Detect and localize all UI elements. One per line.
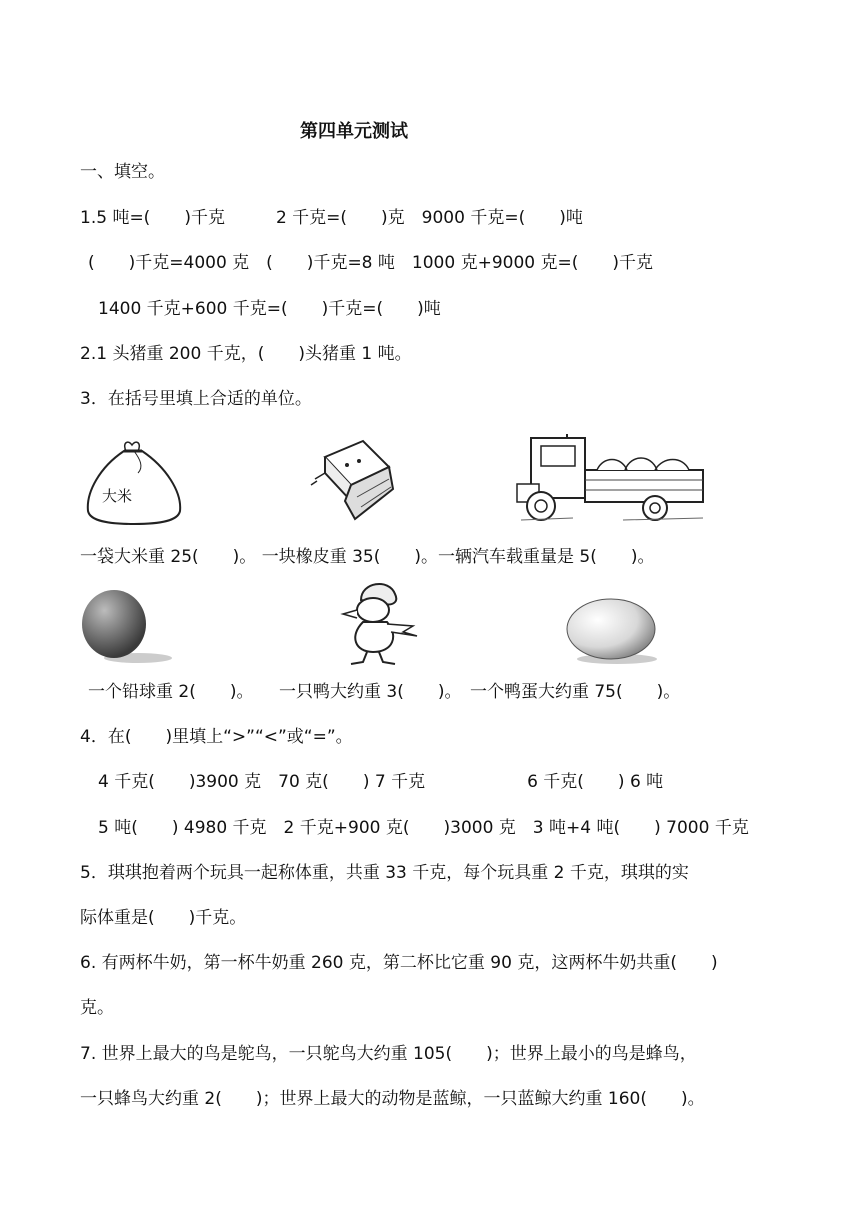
page-title: 第四单元测试 (300, 121, 408, 142)
question-3-prompt: 3．在括号里填上合适的单位。 (80, 389, 312, 409)
question-3-row-2: 一个铅球重 2( )。 一只鸭大约重 3( )。 一个鸭蛋大约重 75( )。 (88, 682, 681, 702)
question-4-line-1: 4 千克( )3900 克 70 克( ) 7 千克 6 千克( ) 6 吨 (98, 772, 664, 792)
duck-egg-illustration (565, 595, 660, 667)
rice-bag-illustration (80, 437, 188, 525)
question-1-line-2: ( )千克=4000 克 ( )千克=8 吨 1000 克+9000 克=( )千克 (88, 253, 653, 273)
eraser-illustration (305, 437, 405, 525)
duck-illustration (333, 580, 423, 666)
section-heading: 一、填空。 (80, 162, 165, 182)
truck-illustration (513, 432, 713, 524)
shot-put-illustration (80, 588, 180, 668)
question-4-prompt: 4．在( )里填上“>”“<”或“=”。 (80, 727, 353, 747)
question-3-row-1: 一袋大米重 25( )。 一块橡皮重 35( )。一辆汽车载重量是 5( )。 (80, 547, 655, 567)
question-7-line-2: 一只蜂鸟大约重 2( )；世界上最大的动物是蓝鲸，一只蓝鲸大约重 160( )。 (80, 1089, 705, 1109)
question-4-line-2: 5 吨( ) 4980 千克 2 千克+900 克( )3000 克 3 吨+4 吨( ) 7000 千克 (98, 818, 749, 838)
question-7-line-1: 7. 世界上最大的鸟是鸵鸟，一只鸵鸟大约重 105( )；世界上最小的鸟是蜂鸟， (80, 1044, 697, 1064)
question-5-line-1: 5．琪琪抱着两个玩具一起称体重，共重 33 千克，每个玩具重 2 千克，琪琪的实 (80, 863, 689, 883)
question-6-line-2: 克。 (80, 998, 114, 1018)
rice-bag-label: 大米 (102, 487, 133, 505)
question-1-line-3: 1400 千克+600 千克=( )千克=( )吨 (98, 299, 441, 319)
question-6-line-1: 6. 有两杯牛奶，第一杯牛奶重 260 克，第二杯比它重 90 克，这两杯牛奶共重( ) (80, 953, 718, 973)
question-1-line-1: 1.5 吨=( )千克 2 千克=( )克 9000 千克=( )吨 (80, 208, 583, 228)
question-2: 2.1 头猪重 200 千克，( )头猪重 1 吨。 (80, 344, 412, 364)
question-5-line-2: 际体重是( )千克。 (80, 908, 247, 928)
